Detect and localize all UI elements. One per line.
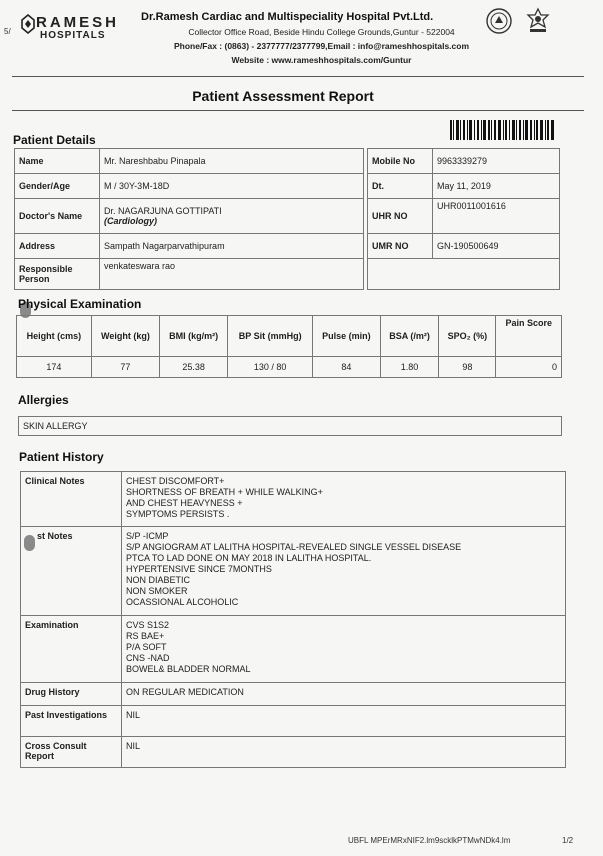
uhr-value: UHR0011001616 [433,199,560,234]
responsible-value: venkateswara rao [100,259,364,290]
spo2-header: SPO₂ (%) [439,316,496,357]
mobile-value: 9963339279 [433,149,560,174]
patient-details-heading: Patient Details [13,133,96,147]
allergies-heading: Allergies [18,393,69,407]
exam-line: CNS -NAD [126,653,170,663]
empty-cell [433,259,560,290]
table-row [368,234,560,259]
name-label: Name [15,149,100,174]
past-investigations-value: NIL [122,706,566,737]
patient-history-table [20,471,566,768]
past-note-line: HYPERTENSIVE SINCE 7MONTHS [126,564,272,574]
patient-ids-table [367,148,560,290]
address-value: Sampath Nagarparvathipuram [100,234,364,259]
table-row [368,149,560,174]
cross-consult-value: NIL [122,737,566,768]
table-row [17,357,562,378]
footer-code: UBFL MPErMRxNIF2.lm9scklkPTMwNDk4.lm [348,836,511,845]
pain-value: 0 [496,357,562,378]
past-note-line: OCASSIONAL ALCOHOLIC [126,597,239,607]
title-rule [12,110,584,111]
cross-consult-label: Cross Consult Report [21,737,122,768]
past-note-line: S/P -ICMP [126,531,169,541]
table-row [15,199,364,234]
height-value: 174 [17,357,92,378]
past-notes [122,527,566,616]
footer-page-number: 1/2 [562,836,574,845]
past-note-line: NON SMOKER [126,586,188,596]
barcode-icon [450,120,554,140]
past-note-line: PTCA TO LAD DONE ON MAY 2018 IN LALITHA HOSPITAL. [126,553,372,563]
umr-value: GN-190500649 [433,234,560,259]
patient-details-table [14,148,364,290]
table-row [21,527,566,616]
physical-exam-heading: Physical Examination [18,297,142,311]
hospital-address: Collector Office Road, Beside Hindu College Grounds,Guntur - 522004 [188,27,455,37]
past-note-line: NON DIABETIC [126,575,191,585]
gender-age-label: Gender/Age [15,174,100,199]
clinical-note-line: SHORTNESS OF BREATH + WHILE WALKING+ [126,487,323,497]
header-rule [12,76,584,77]
height-header: Height (cms) [17,316,92,357]
spo2-value: 98 [439,357,496,378]
table-row [15,149,364,174]
hospital-name: Dr.Ramesh Cardiac and Multispeciality Hospital Pvt.Ltd. [141,11,434,23]
clinical-note-line: CHEST DISCOMFORT+ [126,476,225,486]
weight-value: 77 [91,357,159,378]
exam-line: CVS S1S2 [126,620,170,630]
hospital-phone: Phone/Fax : (0863) - 2377777/2377799,Email : info@rameshhospitals.com [173,41,470,51]
table-row [368,199,560,234]
report-title: Patient Assessment Report [192,88,374,104]
table-row [368,259,560,290]
bmi-value: 25.38 [159,357,227,378]
certification-seal-icon [524,7,552,35]
physical-exam-table [16,315,562,378]
table-row [15,174,364,199]
table-row [21,683,566,706]
bp-value: 130 / 80 [228,357,313,378]
past-investigations-label: Past Investigations [21,706,122,737]
responsible-label: Responsible Person [15,259,100,290]
hospital-website: Website : www.rameshhospitals.com/Guntur [231,55,412,65]
bsa-header: BSA (/m²) [380,316,439,357]
table-row [21,472,566,527]
pain-header: Pain Score [496,316,562,357]
examination-label: Examination [21,616,122,683]
patient-name: Mr. Nareshbabu Pinapala [100,149,364,174]
table-row [21,616,566,683]
allergies-table [18,416,562,436]
table-row [15,234,364,259]
pulse-value: 84 [313,357,381,378]
accreditation-seal-icon [486,8,512,34]
clinical-note-line: SYMPTOMS PERSISTS . [126,509,230,519]
empty-cell [368,259,433,290]
drug-history-label: Drug History [21,683,122,706]
address-label: Address [15,234,100,259]
date-label: Dt. [368,174,433,199]
patient-history-heading: Patient History [19,450,104,464]
exam-line: BOWEL& BLADDER NORMAL [126,664,251,674]
table-row [21,706,566,737]
bmi-header: BMI (kg/m²) [159,316,227,357]
logo-sub: HOSPITALS [40,30,106,41]
clinical-note-line: AND CHEST HEAVYNESS + [126,498,243,508]
doctor-name: Dr. NAGARJUNA GOTTIPATI [104,206,222,216]
date-value: May 11, 2019 [433,174,560,199]
doctor-cell [100,199,364,234]
table-row [19,417,562,436]
table-row [17,316,562,357]
exam-line: P/A SOFT [126,642,167,652]
table-row [21,737,566,768]
logo-brand: RAMESH [36,14,120,31]
drug-history-value: ON REGULAR MEDICATION [122,683,566,706]
past-note-line: S/P ANGIOGRAM AT LALITHA HOSPITAL-REVEALED SINGLE VESSEL DISEASE [126,542,462,552]
page-marker: 5/ [4,27,11,36]
gender-age-value: M / 30Y-3M-18D [100,174,364,199]
mobile-label: Mobile No [368,149,433,174]
allergy-value: SKIN ALLERGY [19,417,562,436]
past-notes-label: st Notes [21,527,122,616]
clinical-notes [122,472,566,527]
table-row [368,174,560,199]
doctor-label: Doctor's Name [15,199,100,234]
pulse-header: Pulse (min) [313,316,381,357]
doctor-department: (Cardiology) [104,216,157,226]
uhr-label: UHR NO [368,199,433,234]
clinical-notes-label: Clinical Notes [21,472,122,527]
bsa-value: 1.80 [380,357,439,378]
weight-header: Weight (kg) [91,316,159,357]
examination-notes [122,616,566,683]
bp-header: BP Sit (mmHg) [228,316,313,357]
exam-line: RS BAE+ [126,631,165,641]
table-row [15,259,364,290]
umr-label: UMR NO [368,234,433,259]
